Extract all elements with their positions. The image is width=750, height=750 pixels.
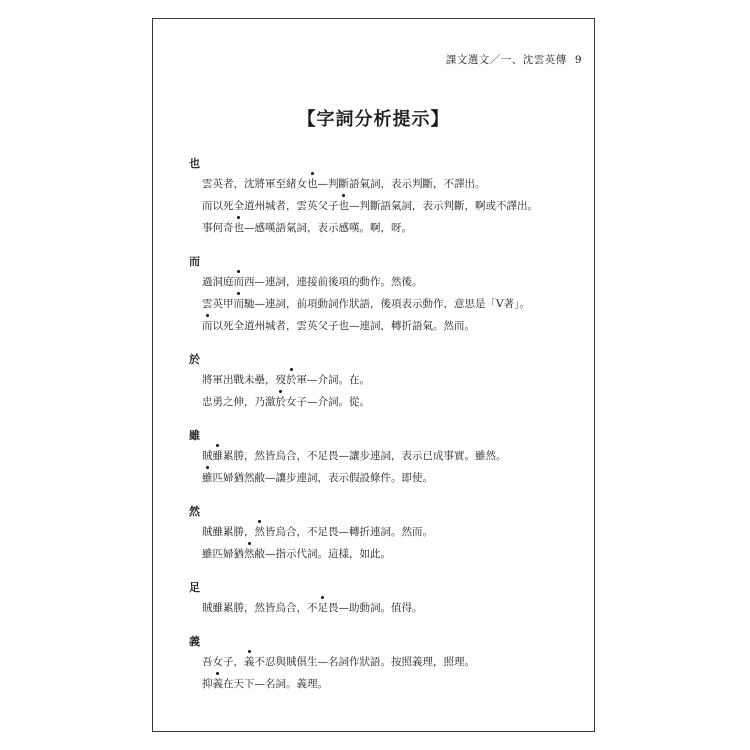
entry-block <box>189 632 589 695</box>
example-line <box>189 271 589 293</box>
entry-head-character: 雖 <box>189 429 200 442</box>
emphasized-character: 義 <box>213 673 224 695</box>
example-line <box>189 217 589 239</box>
example-line <box>189 467 589 489</box>
emphasized-character: 於 <box>276 391 287 413</box>
example-text-before: 雲英甲 <box>202 298 234 310</box>
example-text-after: 以死全道州城者，雲英父子也—連詞，轉折語氣。然而。 <box>212 320 475 332</box>
entry-block <box>189 426 589 489</box>
example-text-before: 而以死全道州城者，雲英父子 <box>202 200 339 212</box>
example-text-after: 皆烏合，不足畏—轉折連詞。然而。 <box>265 526 433 538</box>
emphasized-character: 也 <box>234 217 245 239</box>
example-text-after: 畏—助動詞。值得。 <box>328 602 423 614</box>
emphasized-character: 然 <box>255 521 266 543</box>
example-text-after: 西—連詞，連接前後項的動作。然後。 <box>244 276 423 288</box>
emphasized-character: 雖 <box>213 445 224 467</box>
example-text-after: 女子—介詞。從。 <box>286 396 370 408</box>
example-text-after: 敝—指示代詞。這樣，如此。 <box>254 548 391 560</box>
emphasized-character: 而 <box>234 271 245 293</box>
example-line <box>189 391 589 413</box>
entry-head-character: 義 <box>189 635 200 648</box>
emphasized-character: 而 <box>234 293 245 315</box>
example-line <box>189 195 589 217</box>
example-line <box>189 293 589 315</box>
example-text-after: 匹婦猶然敝—讓步連詞，表示假設條件。即使。 <box>212 472 433 484</box>
word-analysis-list <box>189 154 589 708</box>
example-text-before: 雖匹婦猶 <box>202 548 244 560</box>
entry-block <box>189 578 589 619</box>
example-line <box>189 369 589 391</box>
emphasized-character: 也 <box>339 195 350 217</box>
emphasized-character: 雖 <box>202 467 213 489</box>
book-page <box>152 18 595 732</box>
example-text-after: —判斷語氣詞，表示判斷，不譯出。 <box>317 178 486 190</box>
example-text-before: 抑 <box>202 678 213 690</box>
example-text-after: —感嘆語氣詞，表示感嘆。啊，呀。 <box>244 222 412 234</box>
example-text-after: 累勝，然皆烏合，不足畏—讓步連詞，表示已成事實。雖然。 <box>223 450 507 462</box>
entry-block <box>189 252 589 337</box>
example-text-after: 馳—連詞，前項動詞作狀語，後項表示動作，意思是「V著」。 <box>244 298 530 310</box>
example-line <box>189 173 589 195</box>
example-line <box>189 651 589 673</box>
entry-head-character: 然 <box>189 505 200 518</box>
section-title: 【字詞分析提示】 <box>297 109 450 130</box>
example-text-before: 將軍出戰未壘，歿 <box>202 374 286 386</box>
emphasized-character: 義 <box>244 651 255 673</box>
entry-head-character: 於 <box>189 353 200 366</box>
example-line <box>189 673 589 695</box>
running-head <box>446 52 582 67</box>
entry-head-character: 而 <box>189 255 200 268</box>
example-text-before: 忠勇之伸，乃激 <box>202 396 276 408</box>
example-text-after: 軍—介詞。在。 <box>296 374 370 386</box>
example-line <box>189 543 589 565</box>
entry-block <box>189 350 589 413</box>
example-text-before: 吾女子， <box>202 656 244 668</box>
example-text-after: 不忍與賊俱生—名詞作狀語。按照義理，照理。 <box>254 656 475 668</box>
example-text-after: —判斷語氣詞，表示判斷，啊或不譯出。 <box>349 200 538 212</box>
entry-block <box>189 154 589 239</box>
example-text-before: 過洞庭 <box>202 276 234 288</box>
example-line <box>189 315 589 337</box>
example-text-after: 在天下—名詞。義理。 <box>223 678 328 690</box>
example-text-before: 賊 <box>202 450 213 462</box>
emphasized-character: 而 <box>202 315 213 337</box>
page-number: 9 <box>574 54 582 66</box>
example-text-before: 雲英者，沈將軍至緒女 <box>202 178 307 190</box>
emphasized-character: 然 <box>244 543 255 565</box>
emphasized-character: 於 <box>286 369 297 391</box>
running-title: 課文選文／一、沈雲英傳 <box>445 54 567 66</box>
example-text-before: 賊雖累勝， <box>202 526 255 538</box>
example-line <box>189 445 589 467</box>
example-text-before: 事何奇 <box>202 222 234 234</box>
example-line <box>189 521 589 543</box>
entry-block <box>189 502 589 565</box>
example-line <box>189 597 589 619</box>
emphasized-character: 也 <box>307 173 318 195</box>
example-text-before: 賊雖累勝，然皆烏合，不 <box>202 602 318 614</box>
emphasized-character: 足 <box>318 597 329 619</box>
entry-head-character: 也 <box>189 157 200 170</box>
entry-head-character: 足 <box>189 581 200 594</box>
